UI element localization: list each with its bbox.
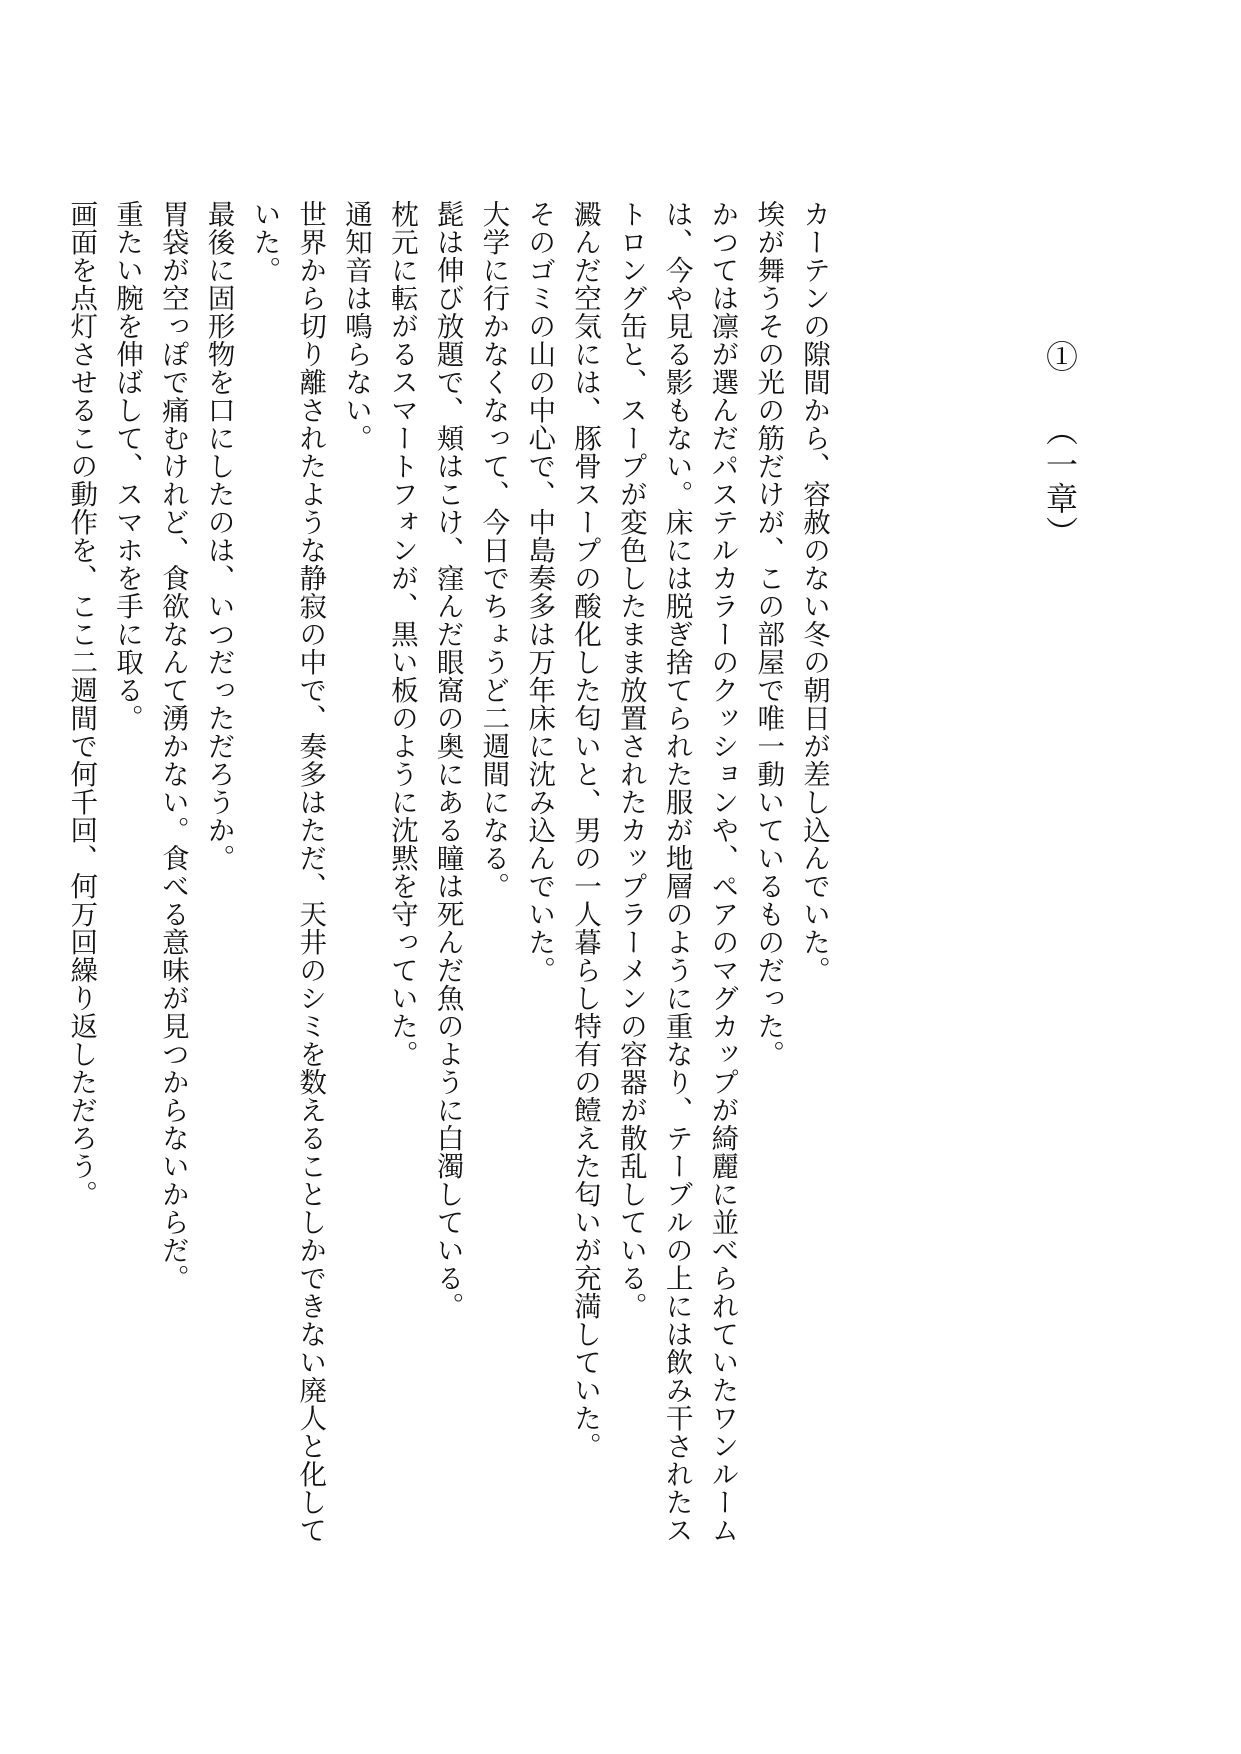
paragraph: 胃袋が空っぽで痛むけれど、食欲なんて湧かない。食べる意味が見つからないからだ。 bbox=[156, 200, 189, 1292]
body-text bbox=[57, 200, 836, 1570]
paragraph: 埃が舞うその光の筋だけが、この部屋で唯一動いているものだった。 bbox=[752, 200, 785, 1068]
paragraph: そのゴミの山の中心で、中島奏多は万年床に沈み込んでいた。 bbox=[523, 200, 556, 984]
chapter-heading: ① （一章） bbox=[1041, 340, 1079, 550]
paragraph: 大学に行かなくなって、今日でちょうど二週間になる。 bbox=[477, 200, 510, 900]
paragraph: 画面を点灯させるこの動作を、ここ二週間で何千回、何万回繰り返しただろう。 bbox=[65, 200, 98, 1208]
paragraph: 世界から切り離されたような静寂の中で、奏多はただ、天井のシミを数えることしかできない廃人と化していた。 bbox=[248, 200, 327, 1544]
paragraph: かつては凛が選んだパステルカラーのクッションや、ペアのマグカップが綺麗に並べられていたワンルームは、今や見る影もない。床には脱ぎ捨てられた服が地層のように重なり、テーブルの上には飲み干されたストロング缶と、スープが変色したまま放置されたカップラーメンの容器が散乱している。 bbox=[614, 200, 739, 1544]
paragraph: 重たい腕を伸ばして、スマホを手に取る。 bbox=[111, 200, 144, 732]
paragraph: 通知音は鳴らない。 bbox=[340, 200, 373, 452]
paragraph: 最後に固形物を口にしたのは、いつだっただろうか。 bbox=[202, 200, 235, 872]
paragraph: カーテンの隙間から、容赦のない冬の朝日が差し込んでいた。 bbox=[798, 200, 830, 984]
paragraph: 澱んだ空気には、豚骨スープの酸化した匂いと、男の一人暮らし特有の饐えた匂いが充満していた。 bbox=[569, 200, 602, 1460]
paragraph: 枕元に転がるスマートフォンが、黒い板のように沈黙を守っていた。 bbox=[385, 200, 418, 1068]
paragraph: 髭は伸び放題で、頬はこけ、窪んだ眼窩の奥にある瞳は死んだ魚のように白濁している。 bbox=[431, 200, 464, 1320]
